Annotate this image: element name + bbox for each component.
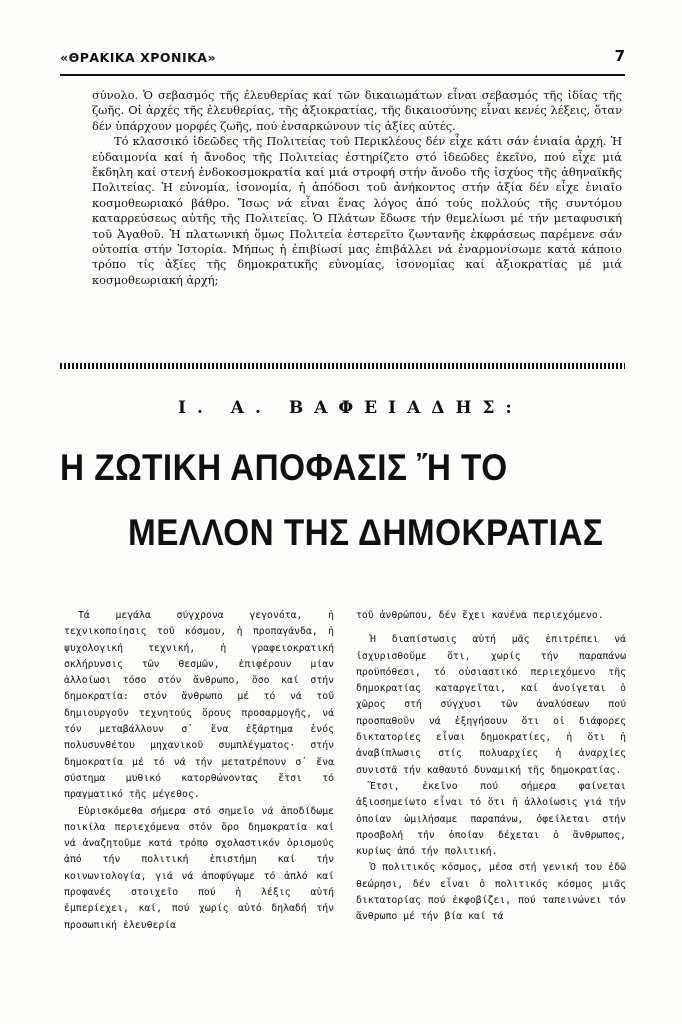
paragraph: Ἔτσι, ἐκεῖνο πού σήμερα φαίνεται ἀξιοσημείωτο εἶναι τό ὅτι ἡ ἀλλοίωσις γιά τήν ὁποίαν ὡμιλήσαμε παραπάνω, ὀφείλεται στήν προσβολή τήν ὁποίαν δέχεται ὁ ἄνθρωπος, κυρίως ἀπό τήν πολιτική. — [356, 780, 626, 858]
page-number: 7 — [614, 47, 625, 65]
header-rule — [60, 74, 625, 76]
journal-title: «ΘΡΑΚΙΚΑ ΧΡΟΝΙΚΑ» — [60, 50, 217, 65]
paragraph: Τά μεγάλα σύγχρονα γεγονότα, ἡ τεχνικοποίησις τοῦ κόσμου, ἡ προπαγάνδα, ἡ ψυχολογική τεχνική, ἡ γραφειοκρατική σκλήρυνσις τῶν θεσμῶν, ἐπιφέρουν μίαν ἀλλοίωσι τόσο στόν ἄνθρωπο, ὅσο καί στήν δημοκρατία: στόν ἄνθρωπο μέ τό νά τοῦ δημιουργοῦν τεχνητούς ὅρους προσαρμογῆς, νά τόν μεταβάλλουν σ᾿ ἕνα ἐξάρτημα ἑνός πολυσυνθέτου μηχανικοῦ συμπλέγματος· στήν δημοκρατία μέ τό νά τήν μετατρέπουν σ᾿ ἕνα σύστημα μυθικό κατορθώνοντας ἔτσι τό πραγματικό τῆς μέγεθος. — [64, 610, 334, 801]
article-column-left — [64, 608, 334, 934]
previous-article-text — [92, 88, 622, 288]
paragraph: Ὁ πολιτικός κόσμος, μέσα στή γενική του ἐδῶ θεώρησι, δέν εἶναι ὁ πολιτικός κόσμος μιᾶς δικτατορίας πού ἐκφοβίζει, πού ταπεινώνει τόν ἄνθρωπο μέ τήν βία καί τά — [356, 862, 626, 923]
article-separator — [60, 363, 625, 369]
paragraph: Τό κλασσικό ἰδεῶδες τῆς Πολιτείας τοῦ Περικλέους δέν εἶχε κάτι σάν ἑνιαία ἀρχή. Ἡ εὐδαιμονία καί ἡ ἄνοδος τῆς Πολιτείας ἐστηρίζετο στό ἰδεῶδες ἐκεῖνο, πού εἶχε μιά ἔκδηλη καί στενή ἐνδοκοσμοκρατία καί μιά στροφή στήν ἄνοδο τῆς ἰσχύος τῆς ἀθηναϊκῆς Πολιτείας. Ἡ εὐνομία, ἰσονομία, ἡ ἀπόδοσι τοῦ ἀνήκοντος στήν ἀξία δέν εἶχε ἑνιαῖο κοσμοθεωριακό βάθρο. Ἴσως νά εἶναι ἕνας λόγος ἀπό τούς πολλούς τῆς συντόμου καταρρεύσεως αὐτῆς τῆς Πολιτείας. Ὁ Πλάτων ἔδωσε τήν θεμελίωσι μέ τήν μεταφυσική τοῦ Ἀγαθοῦ. Ἡ πλατωνική ὅμως Πολιτεία ἐστερεῖτο ζωντανῆς ἐκφράσεως παρέμενε σάν οὐτοπία στήν Ἱστορία. Μήπως ἡ ἐπιβίωσί μας ἐπιβάλλει νά ἐναρμονίσωμε κατά κάποιο τρόπο τίς ἀξίες τῆς δημοκρατικῆς εὐνομίας, ἰσονομίας καί ἀξιοκρατίας μέ μιά κοσμοθεωριακή ἀρχή; — [92, 134, 622, 287]
paragraph: Ἡ διαπίστωσις αὐτή μᾶς ἐπιτρέπει νά ἰσχυρισθοῦμε ὅτι, χωρίς τήν παραπάνω προϋπόθεσι, τό οὐσιαστικό περιεχόμενο τῆς δημοκρατίας καταργεῖται, καί ἀνοίγεται ὁ χῶρος στή σύγχυσι τῶν ἀναλύσεων πού προσπαθοῦν νά ἐξηγήσουν ὅτι οἱ διάφορες δικτατορίες εἶναι δημοκρατίες, ἡ ὅτι ἡ ἀναβίπλωσις στίς πολυαρχίες ἡ ἀναρχίες συνιστᾶ τήν καθαυτό δυναμική τῆς δημοκρατίας. — [356, 634, 626, 776]
article-column-right — [356, 608, 626, 926]
article-headline-line-1: Η ΖΩΤΙΚΗ ΑΠΟΦΑΣΙΣ Ἤ ΤΟ — [60, 447, 508, 488]
article-headline-line-2: ΜΕΛΛΟΝ ΤΗΣ ΔΗΜΟΚΡΑΤΙΑΣ — [128, 512, 604, 553]
running-header — [60, 47, 625, 72]
paragraph: τοῦ ἀνθρώπου, δέν ἔχει κανένα περιεχόμενο. — [356, 610, 604, 621]
article-author: Ι. Α. ΒΑΦΕΙΑΔΗΣ: — [178, 398, 523, 418]
paragraph: σύνολο. Ὁ σεβασμός τῆς ἐλευθερίας καί τῶν δικαιωμάτων εἶναι σεβασμός τῆς ἰδίας τῆς ζωῆς. Οἱ ἀρχές τῆς ἐλευθερίας, τῆς ἀξιοκρατίας, τῆς δικαιοσύνης εἶναι κενές λέξεις, ὅταν δέν ὑπάρχουν μορφές ζωῆς, πού ἐνσαρκώνουν τίς ἀξίες αὐτές. — [92, 88, 622, 133]
paragraph: Εὑρισκόμεθα σήμερα στό σημεῖο νά ἀποδίδωμε ποικίλα περιεχόμενα στόν ὅρο δημοκρατία καί νά ἀναζητοῦμε κατά τρόπο σχολαστικόν ὁρισμούς ἀπό τήν πολιτική ἐπιστήμη καί τήν κοινωνιολογία, γιά νά ἀποφύγωμε τό ἁπλό καί προφανές στοιχεῖο πού ἡ λέξις αὐτή ἐμπερίεχει, καί, πού χωρίς αὐτό δηλαδή τήν προσωπική ἐλευθερία — [64, 805, 334, 931]
